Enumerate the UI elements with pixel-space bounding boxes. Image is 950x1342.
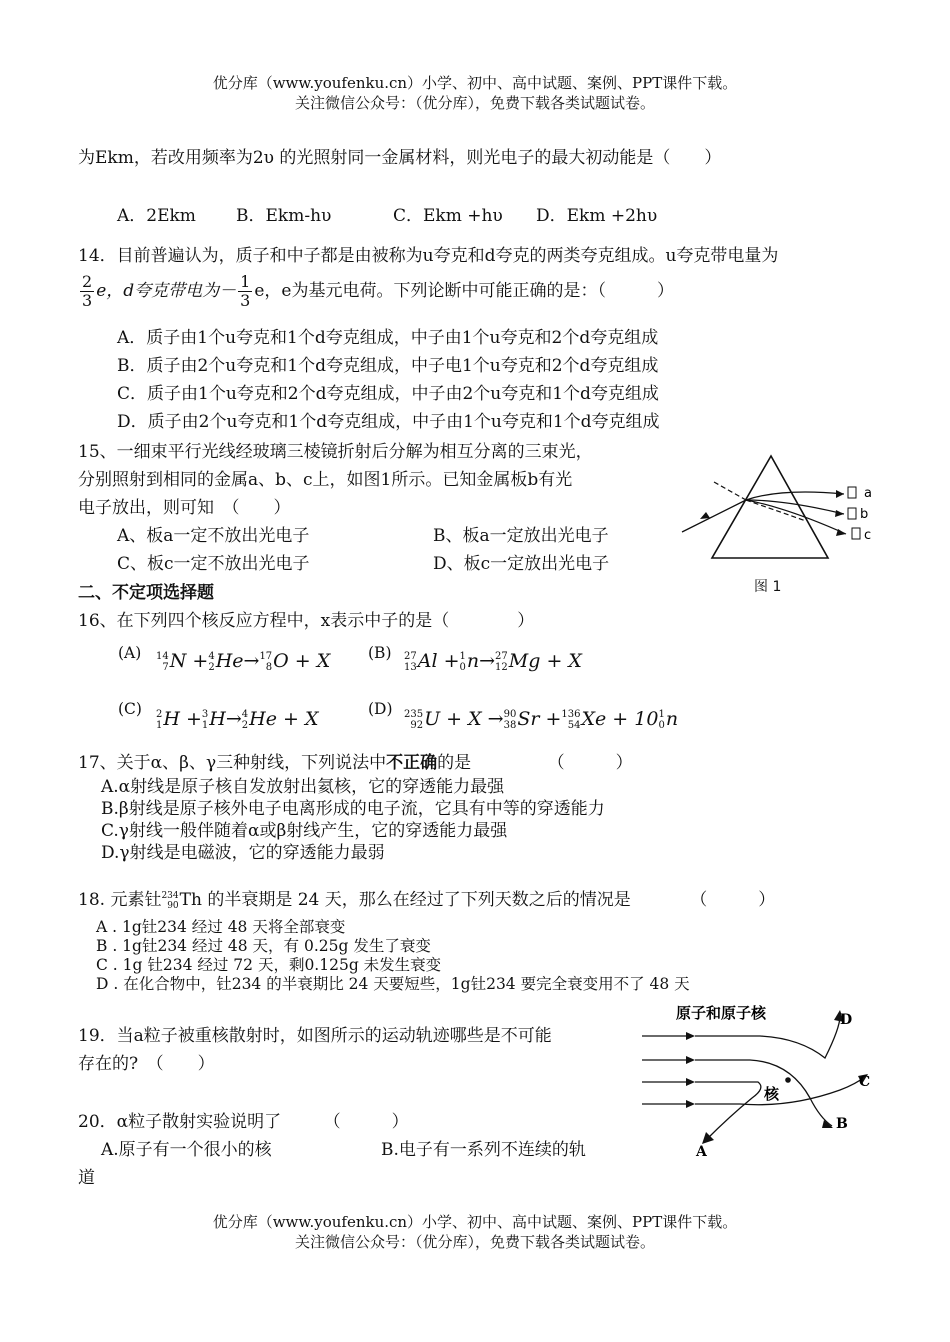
q18-nuclide-scripts: 234 90	[161, 890, 179, 911]
q14-stem-line2	[78, 273, 674, 310]
q14-option-a: A．质子由1个u夸克和1个d夸克组成，中子由1个u夸克和2个d夸克组成	[117, 328, 659, 348]
q16-label-b: (B)	[368, 644, 392, 662]
q17-stem-emphasis: 不正确	[386, 753, 438, 773]
q15-option-b: B、板a一定放出光电子	[433, 526, 609, 546]
q17-option-b: B.β射线是原子核外电子电离形成的电子流，它具有中等的穿透能力	[101, 799, 605, 819]
q13-option-c: C．Ekm +hυ	[393, 206, 503, 226]
q16-label-a: (A)	[118, 644, 142, 662]
q15-stem-line1: 15、一细束平行光线经玻璃三棱镜折射后分解为相互分离的三束光，	[78, 442, 593, 462]
q16-equation-d: 235 92 U + X → 90 38 Sr + 136 54 Xe + 10 1 0 n	[404, 708, 679, 731]
q15-option-d: D、板c一定放出光电子	[433, 554, 610, 574]
q20-option-b: B.电子有一系列不连续的轨	[381, 1140, 586, 1160]
section-2-title: 二、不定项选择题	[78, 583, 214, 603]
ray-b-arrow	[835, 510, 844, 517]
q16-equation-a: 14 7 N + 4 2 He→ 17 8 O + X	[156, 650, 331, 673]
q17-option-c: C.γ射线一般伴随着α或β射线产生，它的穿透能力最强	[101, 821, 508, 841]
trajectory-a	[695, 1082, 761, 1140]
q17-option-a: A.α射线是原子核自发放射出氦核，它的穿透能力最强	[101, 777, 505, 797]
q18-option-b: B . 1g钍234 经过 48 天，有 0.25g 发生了衰变	[96, 937, 431, 955]
q16-stem: 16、在下列四个核反应方程中，x表示中子的是（ ）	[78, 611, 535, 631]
trajectory-label-b: B	[836, 1116, 848, 1132]
trajectory-label-c: C	[859, 1074, 871, 1090]
q14-option-c: C．质子由1个u夸克和2个d夸克组成，中子由2个u夸克和1个d夸克组成	[117, 384, 659, 404]
q16-equation-c: 2 1 H + 3 1 H→ 4 2 He + X	[156, 708, 319, 731]
q15-option-a: A、板a一定不放出光电子	[117, 526, 310, 546]
nucleus-dot	[785, 1077, 791, 1083]
q15-stem-line2: 分别照射到相同的金属a、b、c上，如图1所示。已知金属板b有光	[78, 470, 573, 490]
q18-option-c: C . 1g 钍234 经过 72 天，剩0.125g 未发生衰变	[96, 956, 442, 974]
plate-b	[848, 508, 856, 519]
scattering-figure	[640, 998, 890, 1158]
q17-option-d: D.γ射线是电磁波，它的穿透能力最弱	[101, 843, 385, 863]
normal-line-left	[714, 482, 746, 500]
q14-option-b: B．质子由2个u夸克和1个d夸克组成，中子电1个u夸克和2个d夸克组成	[117, 356, 659, 376]
q15-option-c: C、板c一定不放出光电子	[117, 554, 310, 574]
q14-option-d: D．质子由2个u夸克和1个d夸克组成，中子由1个u夸克和1个d夸克组成	[117, 412, 660, 432]
q18-option-a: A . 1g钍234 经过 48 天将全部衰变	[96, 918, 346, 936]
q13-option-b: B．Ekm-hυ	[236, 206, 332, 226]
q19-stem-line2: 存在的? （ ）	[78, 1054, 215, 1074]
q14-line2-end: e，e为基元电荷。下列论断中可能正确的是：（ ）	[254, 281, 674, 301]
q20-option-b-continued: 道	[78, 1168, 95, 1188]
q16-label-c: (C)	[118, 700, 142, 718]
header-line-1: 优分库（www.youfenku.cn）小学、初中、高中试题、案例、PPT课件下载。	[212, 74, 738, 92]
q13-stem: 为Ekm，若改用频率为2υ 的光照射同一金属材料，则光电子的最大初动能是（ ）	[78, 148, 722, 168]
q14-line2-mid: e，d夸克带电为－	[96, 281, 237, 301]
incident-ray-arrow	[700, 512, 710, 519]
trajectory-d	[695, 1016, 840, 1058]
q13-option-d: D．Ekm +2hυ	[536, 206, 658, 226]
q18-nuclide-symbol: Th	[179, 890, 202, 910]
q13-option-a: A．2Ekm	[117, 206, 196, 226]
plate-label-a: a	[864, 486, 872, 501]
plate-c	[852, 528, 860, 539]
trajectory-label-d: D	[840, 1012, 853, 1028]
nucleus-label: 核	[764, 1085, 780, 1103]
plate-label-c: c	[864, 528, 872, 543]
footer-line-2: 关注微信公众号：（优分库），免费下载各类试题试卷。	[294, 1233, 655, 1251]
q15-stem-line3: 电子放出，则可知 （ ）	[78, 498, 291, 518]
q14-fraction-1-3: $\frac{1}{3}$	[240, 272, 251, 310]
plate-a	[848, 487, 856, 498]
footer-line-1: 优分库（www.youfenku.cn）小学、初中、高中试题、案例、PPT课件下载。	[212, 1213, 738, 1231]
q16-equation-b: 27 13 Al + 1 0 n→ 27 12 Mg + X	[404, 650, 582, 673]
q14-stem-line1: 14．目前普遍认为，质子和中子都是由被称为u夸克和d夸克的两类夸克组成。u夸克带电量为	[78, 246, 779, 266]
trajectory-c	[695, 1076, 866, 1105]
q17-stem: 17、关于α、β、γ三种射线，下列说法中不正确的是 （ ）	[78, 753, 633, 773]
scattering-figure-title: 原子和原子核	[676, 1004, 767, 1022]
q18-option-d: D . 在化合物中，钍234 的半衰期比 24 天要短些，1g钍234 要完全衰变用不了 48 天	[96, 975, 690, 993]
q14-fraction-2-3: $\frac{2}{3}$	[82, 272, 93, 310]
header-line-2: 关注微信公众号：（优分库），免费下载各类试题试卷。	[294, 94, 655, 112]
q20-stem: 20．α粒子散射实验说明了 （ ）	[78, 1112, 409, 1132]
ray-a-arrow	[836, 490, 844, 498]
trajectory-label-a: A	[696, 1144, 707, 1158]
q18-stem: 18. 元素钍 234 90 Th 的半衰期是 24 天，那么在经过了下列天数之后的情况是 （ ）	[78, 890, 776, 911]
q19-stem-line1: 19．当a粒子被重核散射时，如图所示的运动轨迹哪些是不可能	[78, 1026, 552, 1046]
plate-label-b: b	[860, 507, 869, 522]
figure-1-caption: 图 1	[754, 579, 782, 595]
q16-label-d: (D)	[368, 700, 393, 718]
q20-option-a: A.原子有一个很小的核	[101, 1140, 272, 1160]
ray-b	[746, 500, 844, 514]
